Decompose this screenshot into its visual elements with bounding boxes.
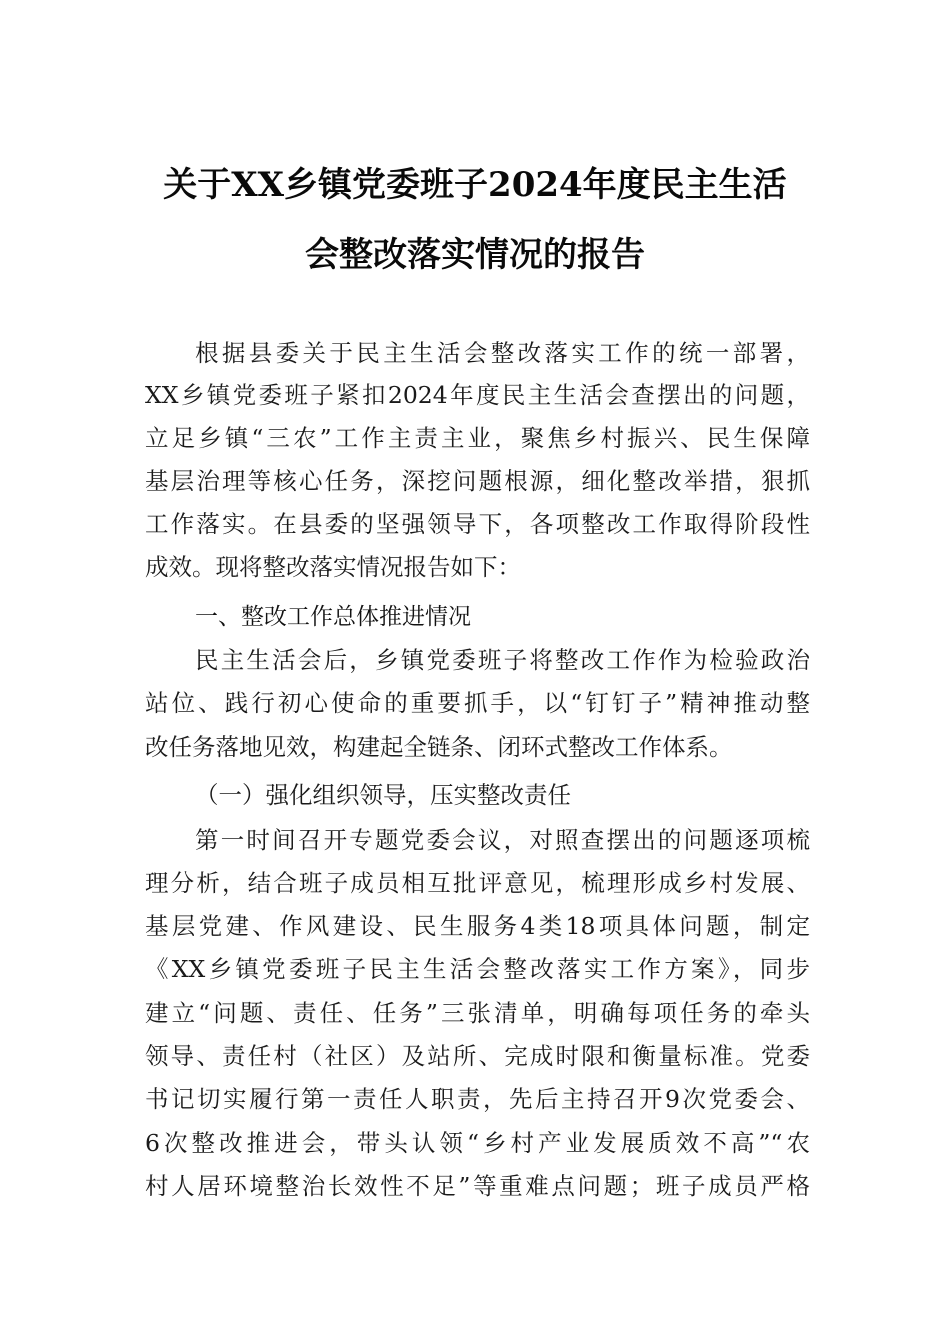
- subsection1-line: 建立“问题、责任、任务”三张清单，明确每项任务的牵头: [145, 999, 810, 1027]
- subsection1-line: 基层党建、作风建设、民生服务4类18项具体问题，制定: [145, 912, 810, 940]
- subsection1-line: 《XX乡镇党委班子民主生活会整改落实工作方案》，同步: [145, 955, 810, 983]
- intro-line: 立足乡镇“三农”工作主责主业，聚焦乡村振兴、民生保障: [145, 424, 810, 452]
- intro-line: XX乡镇党委班子紧扣2024年度民主生活会查摆出的问题，: [145, 381, 810, 409]
- document-title-line-1: 关于XX乡镇党委班子2024年度民主生活: [163, 165, 787, 205]
- subsection1-line: 第一时间召开专题党委会议，对照查摆出的问题逐项梳: [195, 826, 810, 854]
- subsection1-line: 6次整改推进会，带头认领“乡村产业发展质效不高”“农: [145, 1129, 810, 1157]
- intro-line: 工作落实。在县委的坚强领导下，各项整改工作取得阶段性: [145, 510, 810, 538]
- subsection1-line: 书记切实履行第一责任人职责，先后主持召开9次党委会、: [145, 1085, 810, 1113]
- section1-line: 民主生活会后，乡镇党委班子将整改工作作为检验政治: [195, 646, 810, 674]
- intro-line: 根据县委关于民主生活会整改落实工作的统一部署，: [195, 339, 810, 367]
- subsection-heading-1: （一）强化组织领导，压实整改责任: [195, 781, 571, 809]
- document-title-line-2: 会整改落实情况的报告: [305, 235, 645, 275]
- section1-line: 改任务落地见效，构建起全链条、闭环式整改工作体系。: [145, 733, 733, 761]
- intro-line: 基层治理等核心任务，深挖问题根源，细化整改举措，狠抓: [145, 467, 810, 495]
- intro-line: 成效。现将整改落实情况报告如下：: [145, 553, 521, 581]
- subsection1-line: 理分析，结合班子成员相互批评意见，梳理形成乡村发展、: [145, 869, 810, 897]
- subsection1-line: 领导、责任村（社区）及站所、完成时限和衡量标准。党委: [145, 1042, 810, 1070]
- subsection1-line: 村人居环境整治长效性不足”等重难点问题；班子成员严格: [145, 1172, 810, 1200]
- section-heading-1: 一、整改工作总体推进情况: [195, 604, 471, 630]
- section1-line: 站位、践行初心使命的重要抓手，以“钉钉子”精神推动整: [145, 689, 810, 717]
